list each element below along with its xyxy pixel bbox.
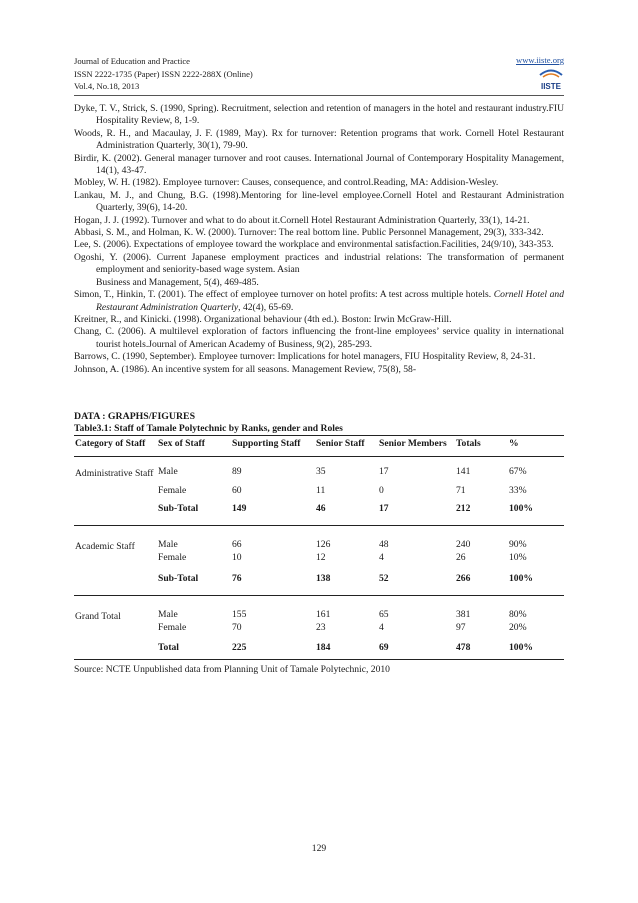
- reference-tail: , 42(4), 65-69.: [238, 301, 294, 313]
- page-number: 129: [311, 843, 327, 854]
- table-cell: 10%: [509, 552, 527, 563]
- table-cell: 4: [379, 552, 384, 563]
- reference-text: Simon, T., Hinkin, T. (2001). The effect of employee turnover on hotel profits: A test across multiple hotels.: [74, 289, 492, 301]
- table-cell: 100%: [508, 567, 564, 596]
- table-cell: 155: [232, 609, 247, 620]
- journal-url-link[interactable]: www.iiste.org: [516, 55, 564, 65]
- table-cell: 381: [456, 609, 471, 620]
- table-cell: Female: [158, 622, 187, 633]
- subtotal-row: [74, 567, 564, 596]
- reference-item: Birdir, K. (2002). General manager turnover and root causes. International Journal of Contemporary Hospitality Management, 14(1), 43-47.: [74, 152, 564, 177]
- table-cell: 225: [231, 637, 315, 660]
- col-header: Totals: [455, 436, 508, 457]
- table-cell: 70: [232, 622, 242, 633]
- table-cell: 141: [456, 466, 471, 477]
- total-row: [74, 637, 564, 660]
- empty-cell: [74, 567, 157, 596]
- reference-item: Johnson, A. (1986). An incentive system for all seasons. Management Review, 75(8), 58-: [74, 363, 417, 375]
- table-cell: 69: [378, 637, 455, 660]
- staff-table: [74, 435, 564, 660]
- reference-continuation: Business and Management, 5(4), 469-485.: [96, 276, 259, 288]
- table-cell: Male: [158, 539, 178, 550]
- table-cell: 184: [315, 637, 378, 660]
- table-cell: 161: [316, 609, 331, 620]
- table-cell: 97: [456, 622, 466, 633]
- reference-journal-italic: Cornell Hotel and Restaurant Administration Quarterly: [96, 289, 565, 313]
- table-cell: 48: [379, 539, 389, 550]
- table-cell: 478: [455, 637, 508, 660]
- table-cell: Female: [158, 552, 187, 563]
- reference-list: [74, 103, 564, 376]
- table-row: [74, 457, 564, 479]
- col-header: Supporting Staff: [231, 436, 315, 457]
- table-cell: Male: [158, 609, 178, 620]
- table-cell: Sub-Total: [157, 497, 231, 526]
- table-row: [74, 596, 564, 622]
- table-cell: 266: [455, 567, 508, 596]
- col-header: Senior Staff: [315, 436, 378, 457]
- table-cell: Female: [158, 485, 187, 496]
- journal-volume: Vol.4, No.18, 2013: [74, 81, 140, 92]
- table-cell: 100%: [508, 637, 564, 660]
- table-cell: 33%: [509, 485, 527, 496]
- col-header: %: [508, 436, 564, 457]
- category-cell: Administrative Staff: [75, 468, 154, 479]
- iiste-logo: [536, 65, 566, 92]
- col-header: Sex of Staff: [157, 436, 231, 457]
- table-cell: 17: [378, 497, 455, 526]
- journal-issn: ISSN 2222-1735 (Paper) ISSN 2222-288X (Online): [74, 68, 253, 79]
- table-cell: 66: [232, 539, 242, 550]
- table-cell: 20%: [509, 622, 527, 633]
- table-cell: 126: [316, 539, 331, 550]
- category-cell: Grand Total: [75, 611, 121, 622]
- category-cell: Academic Staff: [75, 541, 135, 552]
- empty-cell: [74, 497, 157, 526]
- table-cell: 4: [379, 622, 384, 633]
- reference-item: Dyke, T. V., Strick, S. (1990, Spring). Recruitment, selection and retention of managers in the hotel and restaurant industry.FIU Hospitality Review, 8, 1-9.: [74, 103, 564, 127]
- header-divider: [74, 95, 564, 96]
- table-cell: 149: [231, 497, 315, 526]
- section-heading: DATA : GRAPHS/FIGURES: [74, 411, 196, 422]
- table-cell: 90%: [509, 539, 527, 550]
- table-cell: 11: [316, 485, 326, 496]
- reference-item: Ogoshi, Y. (2006). Current Japanese employment practices and industrial relations: The transformation of permanent employment and seniority-based wage system. Asian: [74, 251, 564, 276]
- table-cell: 67%: [509, 466, 527, 477]
- table-title: Table3.1: Staff of Tamale Polytechnic by Ranks, gender and Roles: [74, 423, 343, 434]
- empty-cell: [74, 637, 157, 660]
- table-cell: Sub-Total: [157, 567, 231, 596]
- table-cell: 138: [315, 567, 378, 596]
- table-cell: 17: [379, 466, 389, 477]
- table-cell: 240: [456, 539, 471, 550]
- reference-item: Hogan, J. J. (1992). Turnover and what to do about it.Cornell Hotel Restaurant Administration Quarterly, 33(1), 14-21.: [74, 214, 530, 226]
- table-cell: 52: [378, 567, 455, 596]
- reference-item: Chang, C. (2006). A multilevel exploration of factors influencing the front-line employees’ service quality in international tourist hotels.Journal of American Academy of Business, 9(2), 285-293.: [74, 326, 564, 350]
- data-section: [74, 411, 564, 676]
- reference-item: Lee, S. (2006). Expectations of employee toward the workplace and environmental satisfaction.Facilities, 24(9/10), 343-353.: [74, 239, 554, 251]
- table-cell: 80%: [509, 609, 527, 620]
- table-cell: 212: [455, 497, 508, 526]
- reference-item: Kreitner, R., and Kinicki. (1998). Organizational behaviour (4th ed.). Boston: Irwin McGraw-Hill.: [74, 313, 452, 325]
- reference-item: Lankau, M. J., and Chung, B.G. (1998).Mentoring for line-level employee.Cornell Hotel and Restaurant Administration Quarterly, 39(6), 14-20.: [74, 189, 564, 214]
- journal-name: Journal of Education and Practice: [74, 56, 190, 66]
- reference-item: Abbasi, S. M., and Holman, K. W. (2000). Turnover: The real bottom line. Public Personnel Management, 29(3), 333-342.: [74, 227, 544, 239]
- table-header-row: [74, 436, 564, 457]
- table-cell: 76: [231, 567, 315, 596]
- table-cell: 100%: [508, 497, 564, 526]
- table-cell: 65: [379, 609, 389, 620]
- table-cell: 23: [316, 622, 326, 633]
- col-header: Category of Staff: [74, 436, 157, 457]
- table-cell: 0: [379, 485, 384, 496]
- table-source: Source: NCTE Unpublished data from Planning Unit of Tamale Polytechnic, 2010: [74, 664, 390, 675]
- table-row: [74, 526, 564, 552]
- reference-item: Barrows, C. (1990, September). Employee turnover: Implications for hotel managers, FIU Hospitality Review, 8, 24-31.: [74, 351, 536, 363]
- reference-item: Woods, R. H., and Macaulay, J. F. (1989, May). Rx for turnover: Retention programs that work. Cornell Hotel Restaurant Administration Quarterly, 30(1), 79-90.: [74, 127, 564, 152]
- table-cell: 35: [316, 466, 326, 477]
- reference-item: Mobley, W. H. (1982). Employee turnover: Causes, consequence, and control.Reading, MA: Addision-Wesley.: [74, 177, 499, 189]
- table-cell: 89: [232, 466, 242, 477]
- table-cell: Male: [158, 466, 178, 477]
- journal-header: [74, 55, 253, 93]
- subtotal-row: [74, 497, 564, 526]
- logo-text: IISTE: [540, 82, 562, 91]
- col-header: Senior Members: [378, 436, 455, 457]
- table-cell: 10: [232, 552, 242, 563]
- table-cell: 71: [456, 485, 466, 496]
- table-cell: 60: [232, 485, 242, 496]
- table-cell: 26: [456, 552, 466, 563]
- reference-item: [74, 289, 564, 314]
- table-cell: Total: [157, 637, 231, 660]
- table-cell: 12: [316, 552, 326, 563]
- table-cell: 46: [315, 497, 378, 526]
